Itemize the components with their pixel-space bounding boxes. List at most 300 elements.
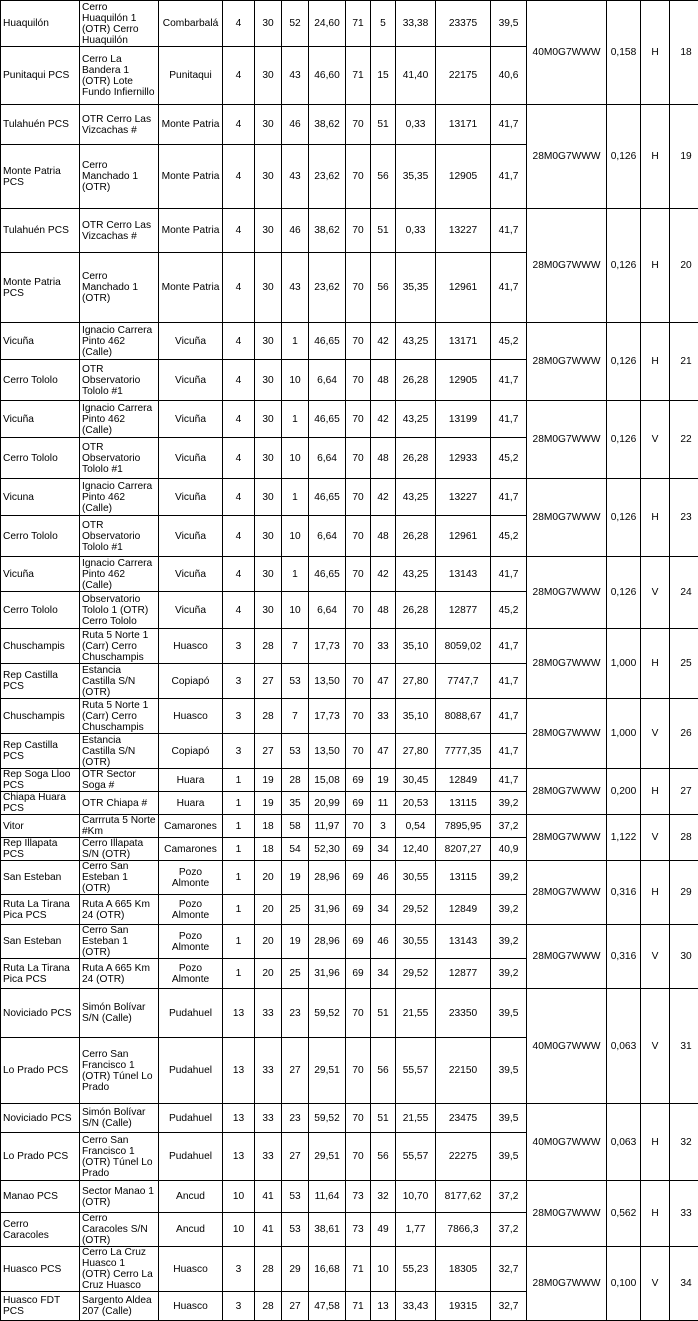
cell-lon-deg: 73 — [346, 1181, 371, 1213]
cell-lat-deg: 41 — [255, 1213, 282, 1247]
cell-emission-code: 28M0G7WWW — [527, 557, 607, 629]
table-row — [1, 479, 698, 516]
cell-frequency: 22150 — [436, 1038, 491, 1104]
cell-lon-min: 33 — [371, 629, 396, 664]
cell-location: Vicuña — [1, 401, 80, 438]
cell-frequency: 8088,67 — [436, 699, 491, 734]
cell-emission-code: 28M0G7WWW — [527, 861, 607, 925]
cell-location: San Esteban — [1, 861, 80, 895]
cell-frequency: 13115 — [436, 792, 491, 815]
cell-location: Vicuna — [1, 479, 80, 516]
cell-lon-sec: 0,54 — [396, 815, 436, 838]
cell-height: 37,2 — [491, 1181, 527, 1213]
cell-address: OTR Cerro Las Vizcachas # — [80, 209, 159, 253]
cell-lon-sec: 1,77 — [396, 1213, 436, 1247]
cell-address: Ruta 5 Norte 1 (Carr) Cerro Chuschampis — [80, 629, 159, 664]
cell-lat-deg: 30 — [255, 516, 282, 557]
cell-lon-min: 49 — [371, 1213, 396, 1247]
cell-group-number: 29 — [670, 861, 698, 925]
cell-lat-sec: 47,58 — [309, 1292, 346, 1321]
cell-commune: Vicuña — [159, 323, 223, 360]
cell-commune: Pudahuel — [159, 1104, 223, 1133]
cell-lat-sec: 6,64 — [309, 516, 346, 557]
cell-address: OTR Sector Soga # — [80, 769, 159, 792]
cell-lon-min: 48 — [371, 516, 396, 557]
cell-lat-deg: 27 — [255, 664, 282, 699]
cell-group-number: 19 — [670, 105, 698, 209]
cell-lat-sec: 23,62 — [309, 253, 346, 323]
cell-lat-deg: 41 — [255, 1181, 282, 1213]
cell-frequency: 23475 — [436, 1104, 491, 1133]
cell-address: Cerro La Bandera 1 (OTR) Lote Fundo Infiernillo — [80, 47, 159, 105]
cell-address: Estancia Castilla S/N (OTR) — [80, 664, 159, 699]
cell-lon-deg: 70 — [346, 1038, 371, 1104]
cell-lat-deg: 30 — [255, 479, 282, 516]
cell-factor: 0,126 — [607, 557, 641, 629]
cell-lat-sec: 11,97 — [309, 815, 346, 838]
cell-region: 1 — [223, 815, 255, 838]
cell-address: Cerro Caracoles S/N (OTR) — [80, 1213, 159, 1247]
cell-frequency: 22175 — [436, 47, 491, 105]
table-row — [1, 861, 698, 895]
cell-region: 1 — [223, 792, 255, 815]
cell-height: 41,7 — [491, 664, 527, 699]
cell-lon-deg: 70 — [346, 592, 371, 629]
cell-height: 45,2 — [491, 323, 527, 360]
cell-lat-min: 1 — [282, 323, 309, 360]
cell-frequency: 8059,02 — [436, 629, 491, 664]
cell-lon-deg: 70 — [346, 557, 371, 592]
cell-commune: Monte Patria — [159, 209, 223, 253]
cell-lon-deg: 70 — [346, 145, 371, 209]
cell-lon-sec: 33,38 — [396, 1, 436, 47]
cell-lon-min: 47 — [371, 734, 396, 769]
cell-address: Ignacio Carrera Pinto 462 (Calle) — [80, 401, 159, 438]
cell-location: Chuschampis — [1, 699, 80, 734]
cell-factor: 0,126 — [607, 479, 641, 557]
cell-height: 39,5 — [491, 1133, 527, 1181]
cell-height: 40,9 — [491, 838, 527, 861]
cell-lat-sec: 17,73 — [309, 629, 346, 664]
cell-location: Ruta La Tirana Pica PCS — [1, 895, 80, 925]
cell-lon-sec: 55,57 — [396, 1038, 436, 1104]
cell-region: 4 — [223, 209, 255, 253]
cell-factor: 0,316 — [607, 861, 641, 925]
cell-lon-sec: 20,53 — [396, 792, 436, 815]
cell-lat-deg: 30 — [255, 47, 282, 105]
cell-height: 45,2 — [491, 592, 527, 629]
table-body — [1, 1, 698, 1321]
cell-polarization: H — [641, 1, 670, 105]
cell-lat-deg: 30 — [255, 323, 282, 360]
cell-lat-min: 29 — [282, 1247, 309, 1292]
cell-region: 4 — [223, 323, 255, 360]
cell-lat-min: 19 — [282, 861, 309, 895]
cell-lon-min: 3 — [371, 815, 396, 838]
cell-lon-deg: 70 — [346, 360, 371, 401]
cell-commune: Huara — [159, 792, 223, 815]
cell-factor: 0,562 — [607, 1181, 641, 1247]
cell-location: Noviciado PCS — [1, 1104, 80, 1133]
cell-height: 41,7 — [491, 699, 527, 734]
cell-lon-min: 42 — [371, 557, 396, 592]
cell-lat-sec: 16,68 — [309, 1247, 346, 1292]
cell-lon-sec: 12,40 — [396, 838, 436, 861]
cell-commune: Combarbalá — [159, 1, 223, 47]
cell-lon-sec: 26,28 — [396, 592, 436, 629]
cell-commune: Vicuña — [159, 592, 223, 629]
cell-polarization: V — [641, 989, 670, 1104]
cell-lon-sec: 26,28 — [396, 516, 436, 557]
cell-lon-sec: 26,28 — [396, 438, 436, 479]
table-row — [1, 1104, 698, 1133]
cell-address: Cerro San Francisco 1 (OTR) Túnel Lo Prado — [80, 1038, 159, 1104]
cell-lon-min: 33 — [371, 699, 396, 734]
cell-lon-min: 46 — [371, 861, 396, 895]
cell-location: Ruta La Tirana Pica PCS — [1, 959, 80, 989]
cell-region: 4 — [223, 516, 255, 557]
cell-factor: 0,100 — [607, 1247, 641, 1321]
cell-polarization: V — [641, 557, 670, 629]
cell-commune: Vicuña — [159, 516, 223, 557]
cell-lat-deg: 30 — [255, 105, 282, 145]
cell-location: Rep Castilla PCS — [1, 664, 80, 699]
cell-polarization: H — [641, 323, 670, 401]
cell-frequency: 19315 — [436, 1292, 491, 1321]
cell-lat-sec: 24,60 — [309, 1, 346, 47]
cell-region: 4 — [223, 479, 255, 516]
cell-address: Simón Bolívar S/N (Calle) — [80, 1104, 159, 1133]
cell-lon-deg: 70 — [346, 699, 371, 734]
cell-region: 3 — [223, 664, 255, 699]
cell-lat-deg: 18 — [255, 838, 282, 861]
cell-lon-deg: 70 — [346, 253, 371, 323]
table-row — [1, 323, 698, 360]
cell-lat-deg: 30 — [255, 209, 282, 253]
cell-commune: Vicuña — [159, 438, 223, 479]
cell-emission-code: 28M0G7WWW — [527, 925, 607, 989]
table-row — [1, 105, 698, 145]
cell-lat-sec: 15,08 — [309, 769, 346, 792]
cell-lat-deg: 30 — [255, 253, 282, 323]
cell-lat-min: 1 — [282, 557, 309, 592]
cell-region: 13 — [223, 1104, 255, 1133]
cell-polarization: H — [641, 861, 670, 925]
cell-emission-code: 28M0G7WWW — [527, 769, 607, 815]
cell-lat-min: 27 — [282, 1038, 309, 1104]
cell-height: 41,7 — [491, 360, 527, 401]
cell-lat-min: 19 — [282, 925, 309, 959]
cell-lat-sec: 28,96 — [309, 861, 346, 895]
cell-location: Cerro Tololo — [1, 360, 80, 401]
cell-lon-sec: 43,25 — [396, 557, 436, 592]
cell-region: 1 — [223, 769, 255, 792]
cell-lon-sec: 10,70 — [396, 1181, 436, 1213]
cell-height: 39,5 — [491, 1038, 527, 1104]
table-row — [1, 1, 698, 47]
table-row — [1, 925, 698, 959]
cell-frequency: 7866,3 — [436, 1213, 491, 1247]
cell-lon-sec: 0,33 — [396, 105, 436, 145]
cell-lon-min: 51 — [371, 1104, 396, 1133]
cell-lon-deg: 70 — [346, 401, 371, 438]
cell-location: Monte Patria PCS — [1, 145, 80, 209]
cell-polarization: H — [641, 479, 670, 557]
cell-height: 41,7 — [491, 209, 527, 253]
cell-commune: Vicuña — [159, 360, 223, 401]
table-row — [1, 699, 698, 734]
cell-lat-deg: 20 — [255, 861, 282, 895]
cell-lon-min: 48 — [371, 592, 396, 629]
cell-lat-sec: 46,65 — [309, 557, 346, 592]
cell-frequency: 13171 — [436, 323, 491, 360]
cell-lat-sec: 20,99 — [309, 792, 346, 815]
cell-lat-min: 43 — [282, 47, 309, 105]
cell-location: Vicuña — [1, 557, 80, 592]
cell-lon-sec: 29,52 — [396, 959, 436, 989]
cell-lon-min: 42 — [371, 323, 396, 360]
cell-lon-deg: 69 — [346, 959, 371, 989]
cell-lon-sec: 30,55 — [396, 925, 436, 959]
table-row — [1, 401, 698, 438]
cell-region: 1 — [223, 959, 255, 989]
cell-lat-min: 23 — [282, 989, 309, 1038]
cell-frequency: 23350 — [436, 989, 491, 1038]
cell-lat-deg: 28 — [255, 1247, 282, 1292]
cell-polarization: H — [641, 629, 670, 699]
cell-lat-sec: 46,65 — [309, 323, 346, 360]
cell-factor: 1,000 — [607, 629, 641, 699]
cell-frequency: 12933 — [436, 438, 491, 479]
cell-lon-min: 42 — [371, 479, 396, 516]
cell-polarization: V — [641, 699, 670, 769]
cell-lon-sec: 26,28 — [396, 360, 436, 401]
cell-frequency: 12877 — [436, 959, 491, 989]
cell-lon-sec: 41,40 — [396, 47, 436, 105]
cell-lat-deg: 33 — [255, 1104, 282, 1133]
table-row — [1, 989, 698, 1038]
cell-lat-min: 52 — [282, 1, 309, 47]
cell-region: 3 — [223, 1247, 255, 1292]
cell-frequency: 7747,7 — [436, 664, 491, 699]
cell-lat-min: 7 — [282, 699, 309, 734]
cell-height: 39,2 — [491, 959, 527, 989]
cell-height: 40,6 — [491, 47, 527, 105]
cell-lat-min: 7 — [282, 629, 309, 664]
cell-lat-sec: 13,50 — [309, 734, 346, 769]
cell-lon-deg: 70 — [346, 438, 371, 479]
cell-address: Ignacio Carrera Pinto 462 (Calle) — [80, 479, 159, 516]
cell-frequency: 13199 — [436, 401, 491, 438]
cell-address: Cerro La Cruz Huasco 1 (OTR) Cerro La Cruz Huasco — [80, 1247, 159, 1292]
cell-commune: Copiapó — [159, 734, 223, 769]
cell-location: San Esteban — [1, 925, 80, 959]
cell-lat-min: 53 — [282, 664, 309, 699]
cell-location: Noviciado PCS — [1, 989, 80, 1038]
cell-lon-deg: 69 — [346, 861, 371, 895]
cell-lon-deg: 71 — [346, 1, 371, 47]
cell-lat-min: 25 — [282, 959, 309, 989]
cell-factor: 0,063 — [607, 989, 641, 1104]
cell-address: OTR Chiapa # — [80, 792, 159, 815]
cell-lat-min: 53 — [282, 1213, 309, 1247]
cell-factor: 0,126 — [607, 105, 641, 209]
cell-address: OTR Observatorio Tololo #1 — [80, 516, 159, 557]
cell-lon-sec: 30,55 — [396, 861, 436, 895]
cell-lon-sec: 43,25 — [396, 401, 436, 438]
cell-lat-sec: 29,51 — [309, 1038, 346, 1104]
cell-lon-sec: 33,43 — [396, 1292, 436, 1321]
cell-emission-code: 28M0G7WWW — [527, 699, 607, 769]
cell-location: Lo Prado PCS — [1, 1133, 80, 1181]
cell-commune: Camarones — [159, 838, 223, 861]
cell-address: Ruta 5 Norte 1 (Carr) Cerro Chuschampis — [80, 699, 159, 734]
cell-factor: 0,126 — [607, 209, 641, 323]
cell-lon-deg: 73 — [346, 1213, 371, 1247]
cell-frequency: 13171 — [436, 105, 491, 145]
cell-lon-sec: 55,23 — [396, 1247, 436, 1292]
cell-location: Lo Prado PCS — [1, 1038, 80, 1104]
cell-lon-sec: 35,35 — [396, 253, 436, 323]
cell-group-number: 30 — [670, 925, 698, 989]
cell-factor: 0,126 — [607, 401, 641, 479]
cell-lat-deg: 28 — [255, 629, 282, 664]
cell-lat-min: 43 — [282, 145, 309, 209]
cell-lon-sec: 21,55 — [396, 1104, 436, 1133]
cell-address: Simón Bolívar S/N (Calle) — [80, 989, 159, 1038]
cell-lat-deg: 33 — [255, 989, 282, 1038]
cell-address: Cerro San Esteban 1 (OTR) — [80, 925, 159, 959]
cell-emission-code: 40M0G7WWW — [527, 1104, 607, 1181]
cell-lon-sec: 27,80 — [396, 664, 436, 699]
cell-lon-deg: 70 — [346, 1104, 371, 1133]
cell-lon-sec: 55,57 — [396, 1133, 436, 1181]
cell-lat-min: 1 — [282, 401, 309, 438]
cell-lat-deg: 33 — [255, 1133, 282, 1181]
cell-commune: Vicuña — [159, 401, 223, 438]
cell-height: 39,5 — [491, 1104, 527, 1133]
cell-location: Chiapa Huara PCS — [1, 792, 80, 815]
cell-polarization: V — [641, 401, 670, 479]
cell-address: OTR Observatorio Tololo #1 — [80, 438, 159, 479]
cell-lon-deg: 70 — [346, 989, 371, 1038]
cell-address: Ruta A 665 Km 24 (OTR) — [80, 959, 159, 989]
cell-emission-code: 28M0G7WWW — [527, 105, 607, 209]
cell-emission-code: 40M0G7WWW — [527, 1, 607, 105]
cell-location: Rep Illapata PCS — [1, 838, 80, 861]
cell-frequency: 13143 — [436, 925, 491, 959]
cell-lat-min: 10 — [282, 438, 309, 479]
cell-lon-sec: 29,52 — [396, 895, 436, 925]
cell-region: 10 — [223, 1181, 255, 1213]
cell-lat-sec: 59,52 — [309, 1104, 346, 1133]
cell-lon-deg: 70 — [346, 734, 371, 769]
cell-lon-min: 15 — [371, 47, 396, 105]
cell-height: 41,7 — [491, 145, 527, 209]
cell-lat-sec: 13,50 — [309, 664, 346, 699]
cell-lon-min: 5 — [371, 1, 396, 47]
cell-height: 39,2 — [491, 895, 527, 925]
cell-lon-min: 34 — [371, 895, 396, 925]
cell-region: 3 — [223, 1292, 255, 1321]
cell-lat-min: 53 — [282, 734, 309, 769]
cell-lon-min: 34 — [371, 959, 396, 989]
cell-location: Cerro Tololo — [1, 438, 80, 479]
cell-lat-sec: 23,62 — [309, 145, 346, 209]
cell-lon-deg: 69 — [346, 769, 371, 792]
cell-address: OTR Observatorio Tololo #1 — [80, 360, 159, 401]
cell-polarization: V — [641, 1247, 670, 1321]
cell-lat-sec: 59,52 — [309, 989, 346, 1038]
cell-location: Huaquilón — [1, 1, 80, 47]
cell-address: OTR Cerro Las Vizcachas # — [80, 105, 159, 145]
cell-lat-sec: 6,64 — [309, 438, 346, 479]
cell-lon-min: 47 — [371, 664, 396, 699]
cell-lat-sec: 31,96 — [309, 959, 346, 989]
cell-frequency: 12961 — [436, 253, 491, 323]
cell-region: 4 — [223, 401, 255, 438]
cell-lon-deg: 70 — [346, 815, 371, 838]
cell-group-number: 27 — [670, 769, 698, 815]
cell-factor: 1,000 — [607, 699, 641, 769]
cell-lon-deg: 70 — [346, 516, 371, 557]
cell-emission-code: 28M0G7WWW — [527, 401, 607, 479]
cell-frequency: 22275 — [436, 1133, 491, 1181]
cell-frequency: 8207,27 — [436, 838, 491, 861]
cell-lon-deg: 69 — [346, 792, 371, 815]
cell-lat-deg: 28 — [255, 699, 282, 734]
cell-lat-sec: 6,64 — [309, 592, 346, 629]
cell-lat-deg: 33 — [255, 1038, 282, 1104]
cell-commune: Punitaqui — [159, 47, 223, 105]
cell-commune: Monte Patria — [159, 253, 223, 323]
cell-location: Vicuña — [1, 323, 80, 360]
cell-frequency: 13227 — [436, 479, 491, 516]
cell-lat-min: 58 — [282, 815, 309, 838]
cell-polarization: V — [641, 925, 670, 989]
cell-address: Cerro San Francisco 1 (OTR) Túnel Lo Prado — [80, 1133, 159, 1181]
cell-frequency: 23375 — [436, 1, 491, 47]
cell-lon-sec: 30,45 — [396, 769, 436, 792]
cell-frequency: 7895,95 — [436, 815, 491, 838]
cell-height: 41,7 — [491, 734, 527, 769]
cell-region: 1 — [223, 925, 255, 959]
cell-address: Carrruta 5 Norte #Km — [80, 815, 159, 838]
cell-region: 1 — [223, 838, 255, 861]
cell-height: 39,5 — [491, 1, 527, 47]
cell-emission-code: 28M0G7WWW — [527, 629, 607, 699]
cell-height: 37,2 — [491, 1213, 527, 1247]
cell-address: Sargento Aldea 207 (Calle) — [80, 1292, 159, 1321]
cell-address: Cerro Manchado 1 (OTR) — [80, 145, 159, 209]
cell-location: Monte Patria PCS — [1, 253, 80, 323]
cell-height: 37,2 — [491, 815, 527, 838]
cell-lon-deg: 69 — [346, 895, 371, 925]
cell-lon-min: 10 — [371, 1247, 396, 1292]
cell-address: Estancia Castilla S/N (OTR) — [80, 734, 159, 769]
cell-emission-code: 28M0G7WWW — [527, 209, 607, 323]
cell-emission-code: 40M0G7WWW — [527, 989, 607, 1104]
cell-lat-deg: 30 — [255, 1, 282, 47]
cell-lon-sec: 43,25 — [396, 323, 436, 360]
cell-frequency: 12877 — [436, 592, 491, 629]
cell-lat-deg: 30 — [255, 401, 282, 438]
cell-height: 41,7 — [491, 401, 527, 438]
cell-location: Tulahuén PCS — [1, 209, 80, 253]
cell-height: 45,2 — [491, 438, 527, 479]
cell-emission-code: 28M0G7WWW — [527, 479, 607, 557]
cell-lon-deg: 71 — [346, 1247, 371, 1292]
